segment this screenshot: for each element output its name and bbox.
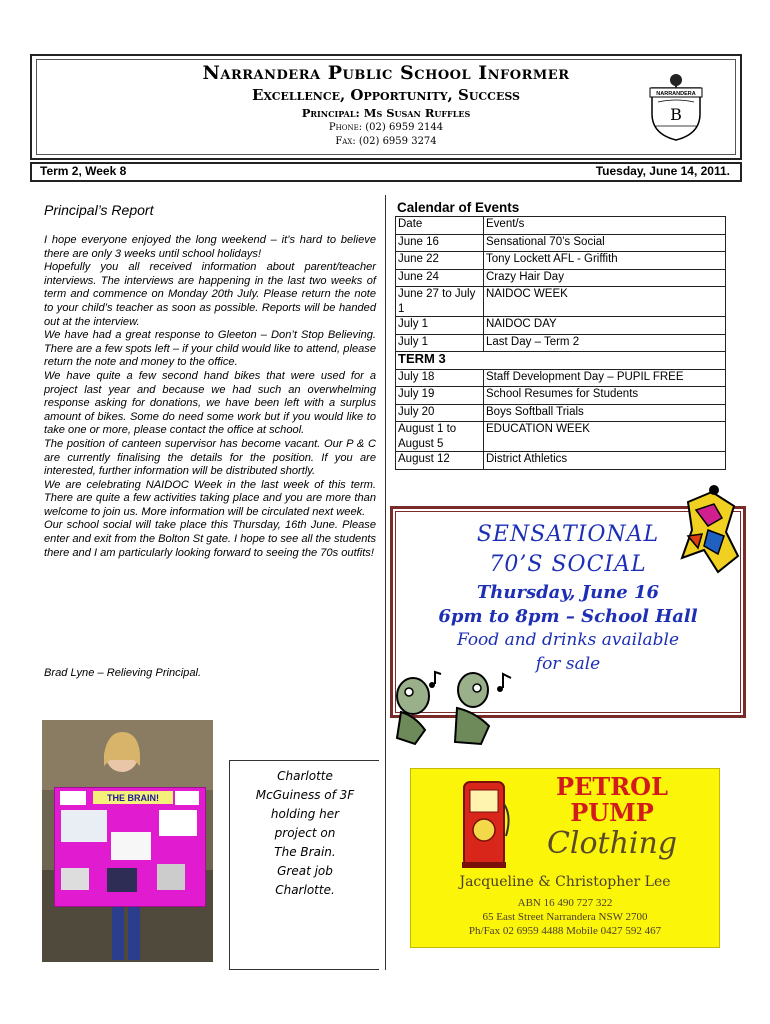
report-paragraph: We are celebrating NAIDOC Week in the last week of this term. There are quite a few activities taking place and you are more than welcome to join us. More information will be circulated next week. xyxy=(44,478,376,518)
event-name: Tony Lockett AFL - Griffith xyxy=(484,252,726,270)
event-name: Sensational 70’s Social xyxy=(484,234,726,252)
brain-poster xyxy=(54,787,206,907)
table-row xyxy=(396,369,726,387)
event-date: July 1 xyxy=(396,334,484,352)
event-date: June 24 xyxy=(396,269,484,287)
social-time-venue: 6pm to 8pm – School Hall xyxy=(438,606,698,627)
event-date: July 1 xyxy=(396,317,484,335)
advert-owners: Jacqueline & Christopher Lee xyxy=(459,874,671,890)
table-row xyxy=(396,452,726,470)
advert-address: 65 East Street Narrandera NSW 2700 xyxy=(482,911,648,923)
social-food-note: Food and drinks available xyxy=(456,630,680,650)
advert-abn: ABN 16 490 727 322 xyxy=(517,897,613,909)
report-paragraph: We have had a great response to Gleeton – Don’t Stop Believing. There are a few spots left – if your child would like to attend, please return the note and money to the office. xyxy=(44,329,376,369)
principal-name: Principal: Ms Susan Ruffles xyxy=(301,106,471,120)
school-motto: Excellence, Opportunity, Success xyxy=(252,86,520,104)
event-name: Last Day – Term 2 xyxy=(484,334,726,352)
event-name: School Resumes for Students xyxy=(484,387,726,405)
dancer-clipart xyxy=(668,484,750,580)
table-row xyxy=(396,387,726,405)
social-subtitle: 70’S SOCIAL xyxy=(489,552,647,577)
report-body xyxy=(44,234,376,560)
event-name: Staff Development Day – PUPIL FREE xyxy=(484,369,726,387)
caption-line: Charlotte xyxy=(277,769,333,783)
calendar-col-event: Event/s xyxy=(484,217,726,235)
report-paragraph: We have quite a few second hand bikes that were used for a project last year and because we had such an overwhelming response asking for donations, we have been left with a surplus amount of bikes. Some do need some work but if you would like to take one or more, please contact the office at school. xyxy=(44,369,376,437)
fax-number: Fax: (02) 6959 3274 xyxy=(335,136,437,147)
phone-number: Phone: (02) 6959 2144 xyxy=(328,122,444,133)
photo-caption xyxy=(236,767,374,900)
report-paragraph: Hopefully you all received information about parent/teacher interviews. The interviews are happening in the last two weeks of term and commence on Monday 20th July. Please return the note to your child’s teacher as soon as possible. Reports will be handed out at the interview. xyxy=(44,261,376,328)
event-date: August 12 xyxy=(396,452,484,470)
svg-text:B: B xyxy=(670,105,682,124)
table-row xyxy=(396,269,726,287)
term-week: Term 2, Week 8 xyxy=(40,164,127,178)
social-title: SENSATIONAL xyxy=(476,522,660,547)
newsletter-title: Narrandera Public School Informer xyxy=(202,62,570,84)
advert-contact: Ph/Fax 02 6959 4488 Mobile 0427 592 467 xyxy=(468,925,662,937)
petrol-pump-icon xyxy=(456,776,512,870)
table-row xyxy=(396,334,726,352)
report-signature: Brad Lyne – Relieving Principal. xyxy=(44,667,202,679)
caption-line: holding her xyxy=(270,807,340,821)
poster-title: THE BRAIN! xyxy=(107,793,159,803)
event-date: July 18 xyxy=(396,369,484,387)
crest-label: NARRANDERA xyxy=(656,91,696,97)
table-row xyxy=(396,317,726,335)
social-date: Thursday, June 16 xyxy=(476,582,660,603)
event-name: Boys Softball Trials xyxy=(484,404,726,422)
dancing-couple-clipart xyxy=(385,668,530,748)
issue-date: Tuesday, June 14, 2011. xyxy=(595,164,730,178)
caption-line: The Brain. xyxy=(274,845,336,859)
table-row xyxy=(396,422,726,452)
calendar-heading: Calendar of Events xyxy=(397,200,520,215)
social-food-note-2: for sale xyxy=(535,654,601,674)
event-name: Crazy Hair Day xyxy=(484,269,726,287)
event-name: NAIDOC WEEK xyxy=(484,287,726,317)
caption-line: Great job xyxy=(277,864,333,878)
report-heading: Principal’s Report xyxy=(44,202,154,218)
advert-title-2: PUMP xyxy=(570,798,654,827)
table-row xyxy=(396,404,726,422)
term3-row xyxy=(396,352,726,370)
calendar-col-date: Date xyxy=(396,217,484,235)
table-row xyxy=(396,287,726,317)
advert-script: Clothing xyxy=(546,826,678,861)
report-paragraph: I hope everyone enjoyed the long weekend – it’s hard to believe there are only 3 weeks until school holidays! xyxy=(44,234,376,260)
report-paragraph: The position of canteen supervisor has become vacant. Our P & C are currently finalising the details for the position. If you are interested, further information will be distributed shortly. xyxy=(44,437,376,478)
event-name: NAIDOC DAY xyxy=(484,317,726,335)
term3-label: TERM 3 xyxy=(396,352,726,370)
table-row xyxy=(396,252,726,270)
caption-line: project on xyxy=(274,826,336,840)
report-paragraph: Our school social will take place this Thursday, 16th June. Please enter and exit from the Bolton St gate. I hope to see all the students there and I am particularly looking forward to seeing the 70s outfits! xyxy=(44,519,376,559)
event-date: July 19 xyxy=(396,387,484,405)
event-date: July 20 xyxy=(396,404,484,422)
table-row xyxy=(396,234,726,252)
advert-title-1: PETROL xyxy=(556,772,668,801)
caption-line: Charlotte. xyxy=(275,883,335,897)
calendar-table xyxy=(395,216,726,470)
event-name: EDUCATION WEEK xyxy=(484,422,726,452)
calendar-header-row xyxy=(396,217,726,235)
event-date: August 1 to August 5 xyxy=(396,422,484,452)
school-crest-logo xyxy=(648,74,704,142)
event-date: June 22 xyxy=(396,252,484,270)
event-date: June 27 to July 1 xyxy=(396,287,484,317)
event-name: District Athletics xyxy=(484,452,726,470)
event-date: June 16 xyxy=(396,234,484,252)
column-divider xyxy=(385,195,386,970)
caption-line: McGuiness of 3F xyxy=(255,788,355,802)
